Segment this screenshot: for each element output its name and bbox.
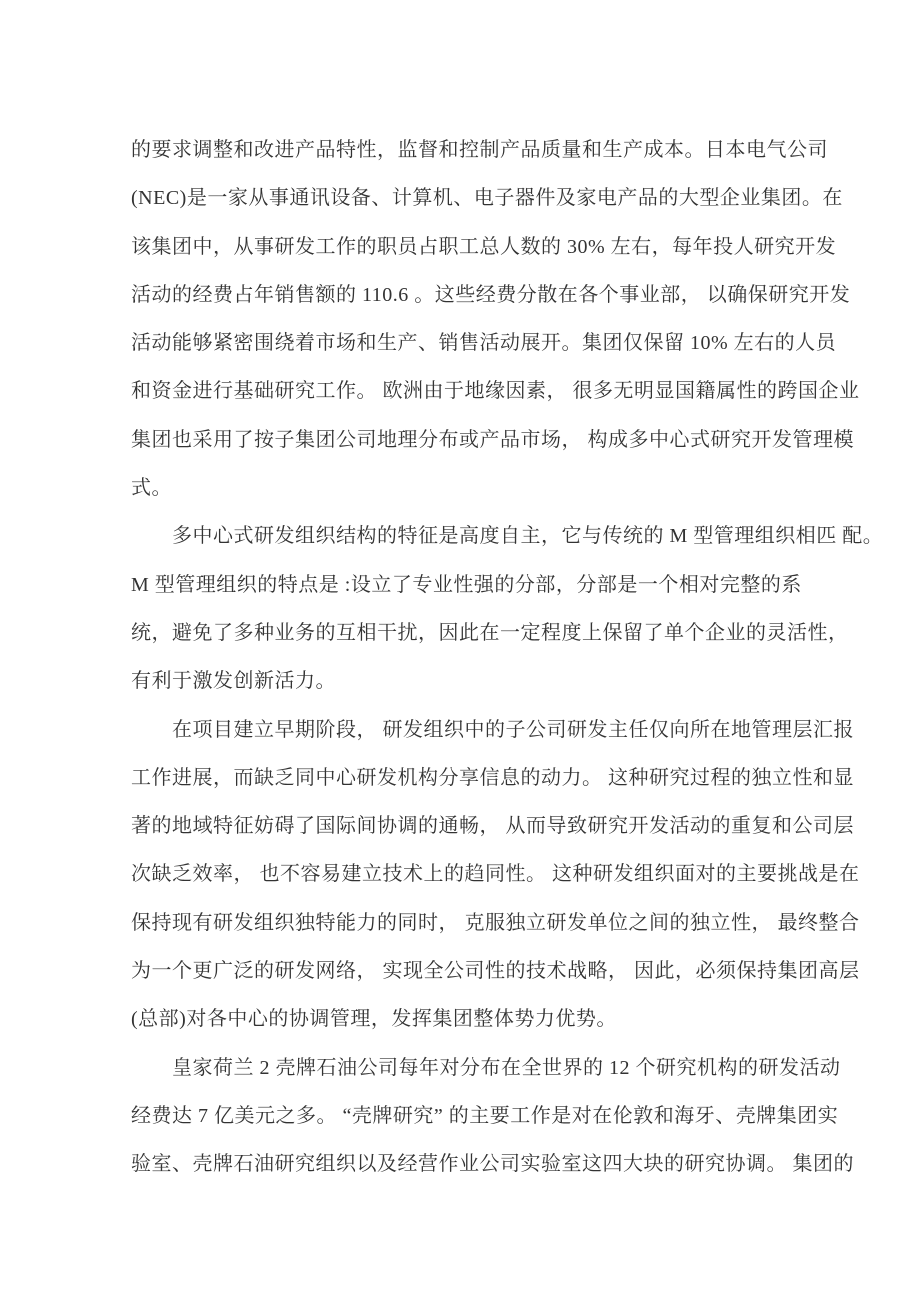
text-line: 为一个更广泛的研发网络， 实现全公司性的技术战略， 因此，必须保持集团高层 bbox=[131, 960, 860, 983]
text-line: 统，避免了多种业务的互相干扰，因此在一定程度上保留了单个企业的灵活性， bbox=[131, 621, 849, 644]
text-line: (总部)对各中心的协调管理，发挥集团整体势力优势。 bbox=[131, 1008, 617, 1031]
text-line: 集团也采用了按子集团公司地理分布或产品市场， 构成多中心式研究开发管理模 bbox=[131, 428, 854, 451]
text-line: 活动的经费占年销售额的 110.6 。这些经费分散在各个事业部， 以确保研究开发 bbox=[131, 283, 851, 306]
paragraph-1 bbox=[131, 126, 860, 512]
paragraph-3 bbox=[131, 706, 860, 1044]
text-line: 式。 bbox=[131, 477, 172, 500]
text-block bbox=[131, 126, 884, 1189]
text-line: 有利于激发创新活力。 bbox=[131, 670, 336, 693]
text-line: M 型管理组织的特点是 :设立了专业性强的分部，分部是一个相对完整的系 bbox=[131, 573, 802, 596]
text-line: 经费达 7 亿美元之多。 “壳牌研究” 的主要工作是对在伦敦和海牙、壳牌集团实 bbox=[131, 1104, 839, 1127]
text-line: 在项目建立早期阶段， 研发组织中的子公司研发主任仅向所在地管理层汇报 bbox=[172, 718, 854, 741]
text-line: 多中心式研发组织结构的特征是高度自主，它与传统的 M 型管理组织相匹 配。 bbox=[172, 525, 884, 548]
text-line: 著的地域特征妨碍了国际间协调的通畅， 从而导致研究开发活动的重复和公司层 bbox=[131, 815, 854, 838]
text-line: 该集团中，从事研发工作的职员占职工总人数的 30% 左右，每年投人研究开发 bbox=[131, 235, 837, 258]
text-line: (NEC)是一家从事通讯设备、计算机、电子器件及家电产品的大型企业集团。在 bbox=[131, 187, 843, 210]
text-line: 活动能够紧密围绕着市场和生产、销售活动展开。集团仅保留 10% 左右的人员 bbox=[131, 332, 837, 355]
text-line: 保持现有研发组织独特能力的同时， 克服独立研发单位之间的独立性， 最终整合 bbox=[131, 911, 860, 934]
paragraph-2 bbox=[131, 512, 884, 705]
paragraph-4 bbox=[131, 1044, 854, 1189]
text-line: 皇家荷兰 2 壳牌石油公司每年对分布在全世界的 12 个研究机构的研发活动 bbox=[172, 1056, 841, 1079]
text-line: 验室、壳牌石油研究组织以及经营作业公司实验室这四大块的研究协调。 集团的 bbox=[131, 1153, 854, 1176]
text-line: 的要求调整和改进产品特性，监督和控制产品质量和生产成本。日本电气公司 bbox=[131, 139, 828, 161]
text-line: 工作进展，而缺乏同中心研发机构分享信息的动力。 这种研究过程的独立性和显 bbox=[131, 766, 854, 789]
text-line: 和资金进行基础研究工作。 欧洲由于地缘因素， 很多无明显国籍属性的跨国企业 bbox=[131, 380, 860, 403]
text-line: 次缺乏效率， 也不容易建立技术上的趋同性。 这种研发组织面对的主要挑战是在 bbox=[131, 863, 860, 886]
